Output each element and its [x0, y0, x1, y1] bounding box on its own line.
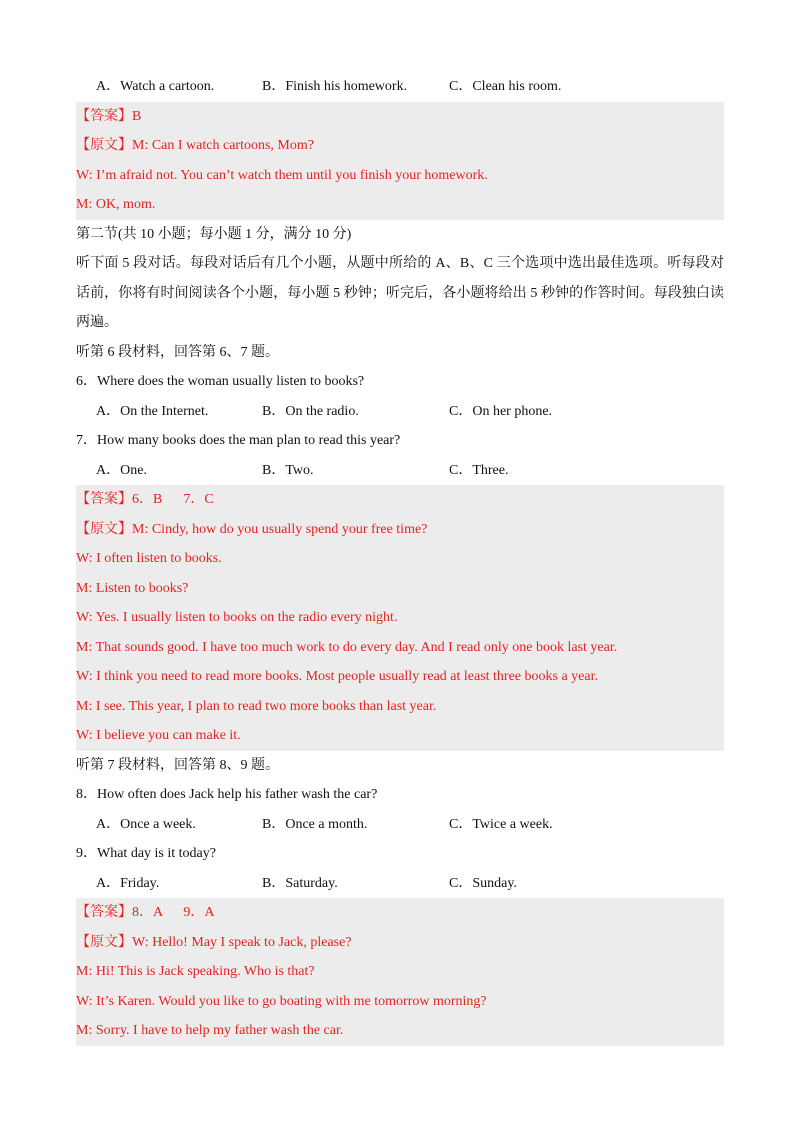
option-c: C．Three.: [449, 462, 509, 478]
transcript-line: M: Sorry. I have to help my father wash the car.: [76, 1023, 344, 1038]
answer-key: 【答案】B: [76, 108, 142, 124]
material-intro: 听第 7 段材料，回答第 8、9 题。: [76, 757, 279, 773]
option-b: B．Finish his homework.: [262, 79, 408, 94]
transcript-line: W: I think you need to read more books. Most people usually read at least three books a year.: [76, 669, 598, 684]
question-stem: 9．What day is it today?: [76, 846, 216, 861]
transcript-line: W: It’s Karen. Would you like to go boating with me tomorrow morning?: [76, 993, 487, 1009]
option-b: B．Saturday.: [262, 875, 338, 891]
option-c: C．On her phone.: [449, 403, 553, 419]
material-intro: 听第 6 段材料，回答第 6、7 题。: [76, 344, 279, 360]
transcript-line: 【原文】M: Cindy, how do you usually spend your free time?: [76, 521, 428, 537]
option-a: A．On the Internet.: [96, 403, 209, 419]
option-b: B．On the radio.: [262, 403, 359, 419]
question-stem: 7．How many books does the man plan to read this year?: [76, 433, 401, 448]
option-c: C．Twice a week.: [449, 816, 553, 832]
answer-box: [76, 485, 724, 751]
question-stem: 8．How often does Jack help his father wash the car?: [76, 787, 378, 802]
instruction-line: 两遍。: [76, 315, 118, 330]
transcript-line: M: That sounds good. I have too much work to do every day. And I read only one book last year.: [76, 639, 618, 655]
instruction-line: 听下面 5 段对话。每段对话后有几个小题，从题中所给的 A、B、C 三个选项中选出最佳选项。听每段对: [76, 256, 724, 271]
option-b: B．Two.: [262, 462, 314, 478]
options-row: [76, 869, 724, 899]
options-row: [76, 456, 724, 486]
transcript-line: M: Hi! This is Jack speaking. Who is that?: [76, 964, 315, 979]
transcript-line: M: Listen to books?: [76, 580, 189, 596]
transcript-line: W: Yes. I usually listen to books on the radio every night.: [76, 610, 398, 625]
question-stem: 6．Where does the woman usually listen to books?: [76, 374, 365, 389]
options-row: [76, 72, 724, 102]
transcript-line: 【原文】W: Hello! May I speak to Jack, please?: [76, 934, 352, 950]
instruction-line: 话前，你将有时间阅读各个小题，每小题 5 秒钟；听完后，各小题将给出 5 秒钟的作答时间。每段独白读: [76, 285, 724, 301]
transcript-line: W: I believe you can make it.: [76, 728, 241, 743]
transcript-line: M: OK, mom.: [76, 197, 156, 212]
answer-key: 【答案】8．A 9．A: [76, 905, 215, 920]
option-a: A．Friday.: [96, 875, 160, 891]
transcript-line: W: I often listen to books.: [76, 551, 222, 566]
transcript-line: 【原文】M: Can I watch cartoons, Mom?: [76, 138, 314, 153]
transcript-line: W: I’m afraid not. You can’t watch them until you finish your homework.: [76, 167, 488, 183]
options-row: [76, 810, 724, 840]
transcript-line: M: I see. This year, I plan to read two more books than last year.: [76, 698, 437, 714]
answer-key: 【答案】6．B 7．C: [76, 492, 214, 507]
options-row: [76, 397, 724, 427]
option-a: A．Watch a cartoon.: [96, 79, 215, 94]
answer-box: [76, 102, 724, 220]
option-a: A．Once a week.: [96, 816, 196, 832]
option-c: C．Clean his room.: [449, 79, 562, 94]
section-heading: 第二节(共 10 小题；每小题 1 分，满分 10 分): [76, 226, 352, 242]
option-c: C．Sunday.: [449, 875, 517, 891]
answer-box: [76, 898, 724, 1046]
option-a: A．One.: [96, 462, 147, 478]
option-b: B．Once a month.: [262, 816, 368, 832]
